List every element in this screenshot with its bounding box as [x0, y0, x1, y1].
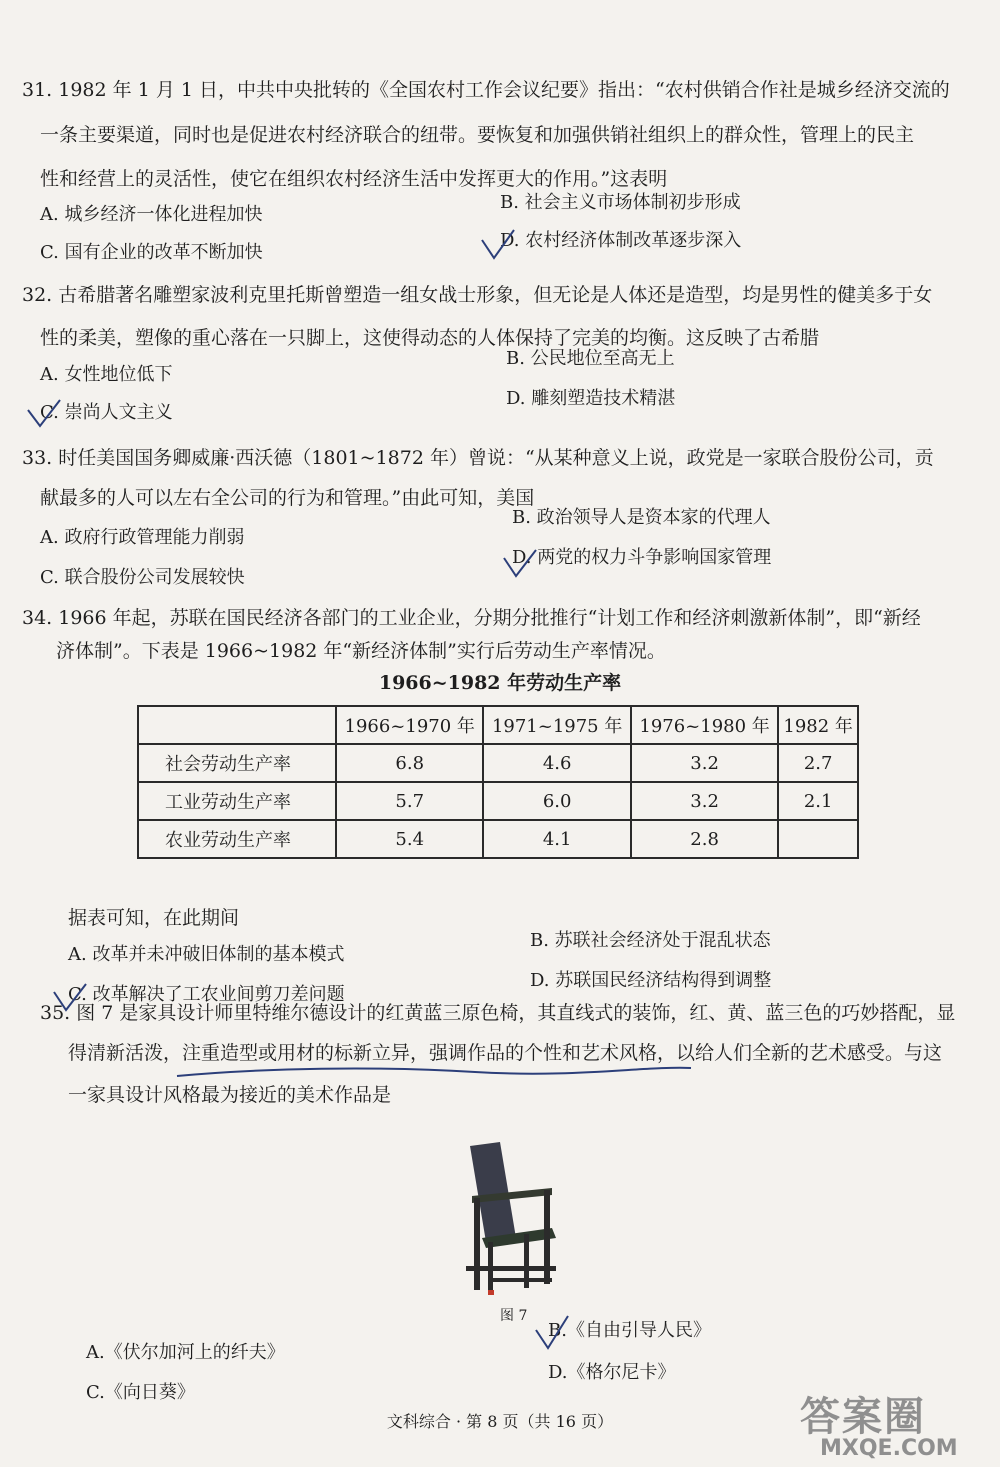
q31-option-c[interactable]: C. 国有企业的改革不断加快: [40, 242, 263, 263]
q35-option-d[interactable]: D.《格尔尼卡》: [548, 1362, 676, 1383]
check-mark-q33: [500, 548, 540, 584]
check-mark-q32: [24, 396, 64, 432]
q35-line-1: 35. 图 7 是家具设计师里特维尔德设计的红黄蓝三原色椅，其直线式的装饰，红、黄、蓝三色的巧妙搭配，显: [40, 1002, 956, 1024]
q35-line-2: 得清新活泼，注重造型或用材的标新立异，强调作品的个性和艺术风格，以给人们全新的艺术感受。与这: [68, 1042, 943, 1064]
chair-figure: [452, 1138, 562, 1298]
q33-option-b[interactable]: B. 政治领导人是资本家的代理人: [512, 507, 771, 528]
table-row-header: 工业劳动生产率: [138, 782, 336, 820]
logo-text-bottom: MXQE.COM: [820, 1436, 958, 1461]
table-cell: 2.7: [778, 744, 858, 782]
table-cell: 5.4: [336, 820, 483, 858]
q35-option-c[interactable]: C.《向日葵》: [86, 1382, 195, 1403]
q31-option-a[interactable]: A. 城乡经济一体化进程加快: [40, 204, 263, 225]
check-mark-q34: [50, 980, 90, 1016]
table-row: [138, 820, 858, 858]
q33-option-a[interactable]: A. 政府行政管理能力削弱: [40, 527, 245, 548]
q32-line-1: 32. 古希腊著名雕塑家波利克里托斯曾塑造一组女战士形象，但无论是人体还是造型，均是男性的健美多于女: [22, 284, 933, 306]
q34-option-a[interactable]: A. 改革并未冲破旧体制的基本模式: [68, 944, 345, 965]
q34-option-d[interactable]: D. 苏联国民经济结构得到调整: [530, 970, 772, 991]
q34-line-2: 济体制”。下表是 1966~1982 年“新经济体制”实行后劳动生产率情况。: [56, 640, 666, 662]
q33-option-d[interactable]: D. 两党的权力斗争影响国家管理: [512, 547, 772, 568]
table-row: [138, 782, 858, 820]
table-cell: 4.6: [483, 744, 630, 782]
table-header-cell: 1966~1970 年: [336, 706, 483, 744]
table-title: 1966~1982 年劳动生产率: [378, 672, 622, 694]
q34-line-1: 34. 1966 年起，苏联在国民经济各部门的工业企业，分期分批推行“计划工作和经济刺激新体制”，即“新经: [22, 607, 921, 629]
q31-line-2: 一条主要渠道，同时也是促进农村经济联合的纽带。要恢复和加强供销社组织上的群众性，管理上的民主: [40, 124, 915, 146]
q31-line-1: 31. 1982 年 1 月 1 日，中共中央批转的《全国农村工作会议纪要》指出：“农村供销合作社是城乡经济交流的: [22, 79, 950, 101]
productivity-table: [137, 705, 859, 859]
table-cell: 3.2: [631, 744, 778, 782]
page-footer: 文科综合 · 第 8 页（共 16 页）: [386, 1412, 614, 1431]
underline-mark: [175, 1062, 695, 1082]
q33-option-c[interactable]: C. 联合股份公司发展较快: [40, 567, 245, 588]
q34-option-b[interactable]: B. 苏联社会经济处于混乱状态: [530, 930, 771, 951]
q32-option-b[interactable]: B. 公民地位至高无上: [506, 348, 675, 369]
q35-option-b[interactable]: B.《自由引导人民》: [548, 1320, 711, 1341]
table-cell: 2.1: [778, 782, 858, 820]
table-row-header: 社会劳动生产率: [138, 744, 336, 782]
table-cell: 2.8: [631, 820, 778, 858]
q32-option-c[interactable]: C. 崇尚人文主义: [40, 402, 173, 423]
table-header-cell: 1976~1980 年: [631, 706, 778, 744]
table-cell: 6.8: [336, 744, 483, 782]
q35-line-3: 一家具设计风格最为接近的美术作品是: [68, 1084, 392, 1106]
table-cell: 3.2: [631, 782, 778, 820]
q31-option-b[interactable]: B. 社会主义市场体制初步形成: [500, 192, 741, 213]
q35-option-a[interactable]: A.《伏尔加河上的纤夫》: [86, 1342, 285, 1363]
table-cell: [778, 820, 858, 858]
q33-line-2: 献最多的人可以左右全公司的行为和管理。”由此可知，美国: [40, 487, 535, 509]
table-cell: 5.7: [336, 782, 483, 820]
q32-option-d[interactable]: D. 雕刻塑造技术精湛: [506, 388, 676, 409]
q33-line-1: 33. 时任美国国务卿威廉·西沃德（1801~1872 年）曾说：“从某种意义上说，政党是一家联合股份公司，贡: [22, 447, 934, 469]
q32-line-2: 性的柔美，塑像的重心落在一只脚上，这使得动态的人体保持了完美的均衡。这反映了古希腊: [40, 327, 820, 349]
q31-line-3: 性和经营上的灵活性，使它在组织农村经济生活中发挥更大的作用。”这表明: [40, 168, 668, 190]
q32-option-a[interactable]: A. 女性地位低下: [40, 364, 173, 385]
table-cell: 4.1: [483, 820, 630, 858]
q34-option-c[interactable]: C. 改革解决了工农业间剪刀差问题: [68, 984, 345, 1005]
figure-caption: 图 7: [500, 1308, 528, 1324]
table-header-cell: 1971~1975 年: [483, 706, 630, 744]
table-row: [138, 744, 858, 782]
table-cell: 6.0: [483, 782, 630, 820]
table-row-header: 农业劳动生产率: [138, 820, 336, 858]
logo-text-top: 答案圈: [800, 1394, 926, 1440]
site-logo: [800, 1385, 990, 1461]
q34-stem: 据表可知，在此期间: [68, 907, 240, 929]
q31-option-d[interactable]: D. 农村经济体制改革逐步深入: [500, 230, 742, 251]
table-header-cell: 1982 年: [778, 706, 858, 744]
table-header-row: [138, 706, 858, 744]
check-mark-q35: [532, 1314, 572, 1354]
table-header-cell: [138, 706, 336, 744]
check-mark-q31: [478, 228, 518, 264]
